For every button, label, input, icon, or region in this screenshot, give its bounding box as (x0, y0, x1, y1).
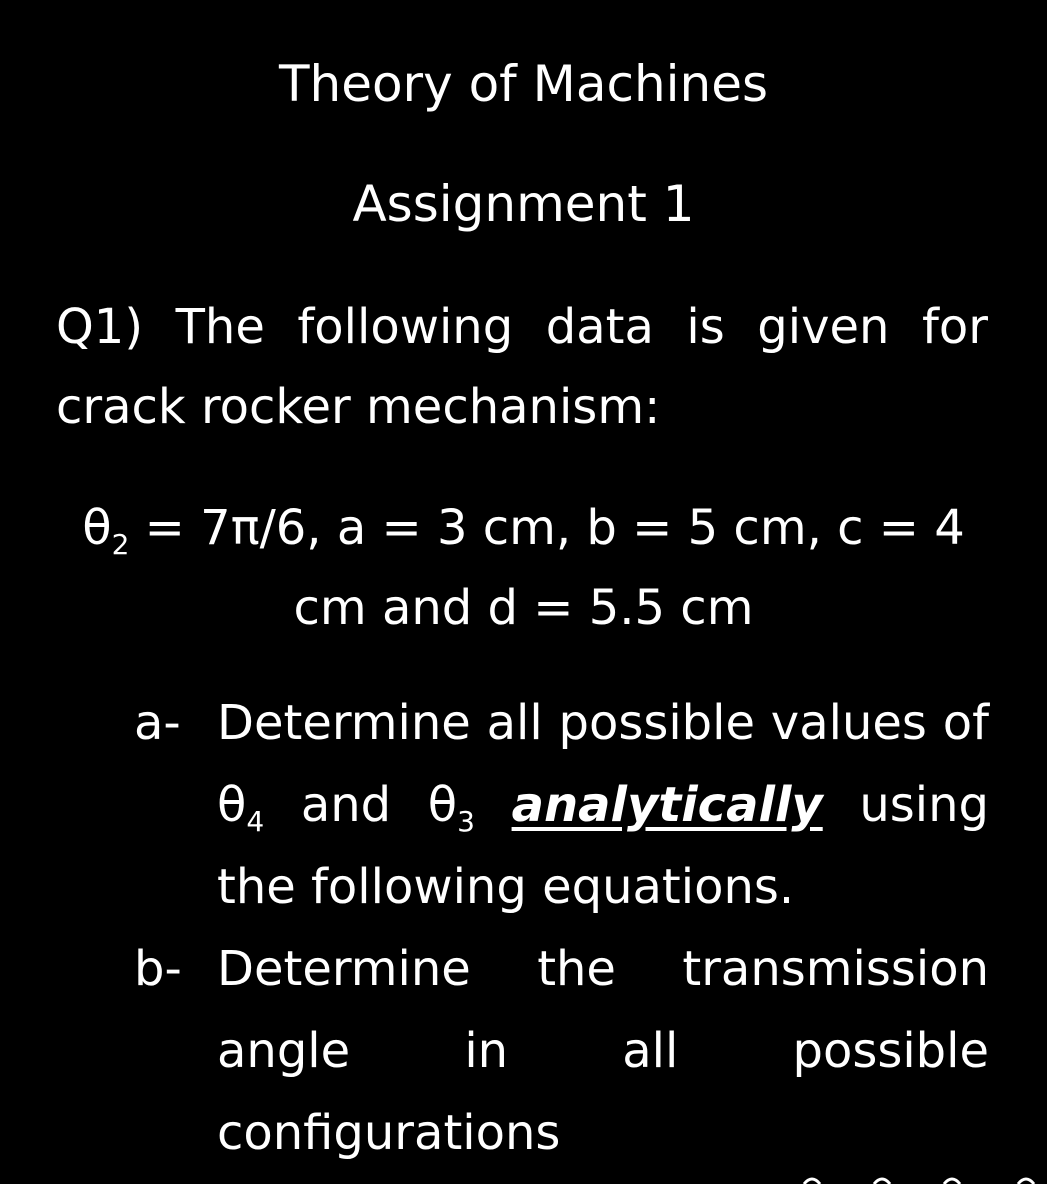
theta4-subscript: 4 (246, 805, 265, 838)
assignment-subtitle: Assignment 1 (352, 175, 695, 233)
theta4-symbol: θ (217, 777, 247, 833)
theta2-subscript: 2 (111, 528, 130, 561)
question-number: Q1) (56, 299, 144, 355)
item-text-b: Determine the transmission angle in all possible configurations (217, 941, 989, 1161)
item-a-part1: Determine all possible values of (217, 695, 989, 751)
cropped-marks (790, 1170, 1047, 1184)
theta2-symbol: θ (82, 500, 112, 556)
question-text: The following data is given for crack rocker mechanism: (56, 299, 988, 435)
theta3-subscript: 3 (457, 805, 475, 838)
list-item-a (134, 682, 989, 928)
item-marker-b: b- (134, 941, 182, 997)
given-data (60, 488, 987, 648)
analytically-emphasis: analytically (511, 777, 823, 833)
document-title: Theory of Machines (278, 55, 769, 113)
theta3-symbol: θ (427, 777, 458, 833)
given-values: = 7π/6, a = 3 cm, b = 5 cm, c = 4 cm and d = 5.5 cm (129, 500, 965, 636)
item-text-a (217, 682, 989, 928)
question-paragraph (56, 287, 988, 447)
item-a-and: and (264, 777, 428, 833)
item-a-part2: using the following equations. (217, 777, 989, 915)
item-marker-a: a- (134, 695, 181, 751)
list-item-b (134, 928, 989, 1174)
